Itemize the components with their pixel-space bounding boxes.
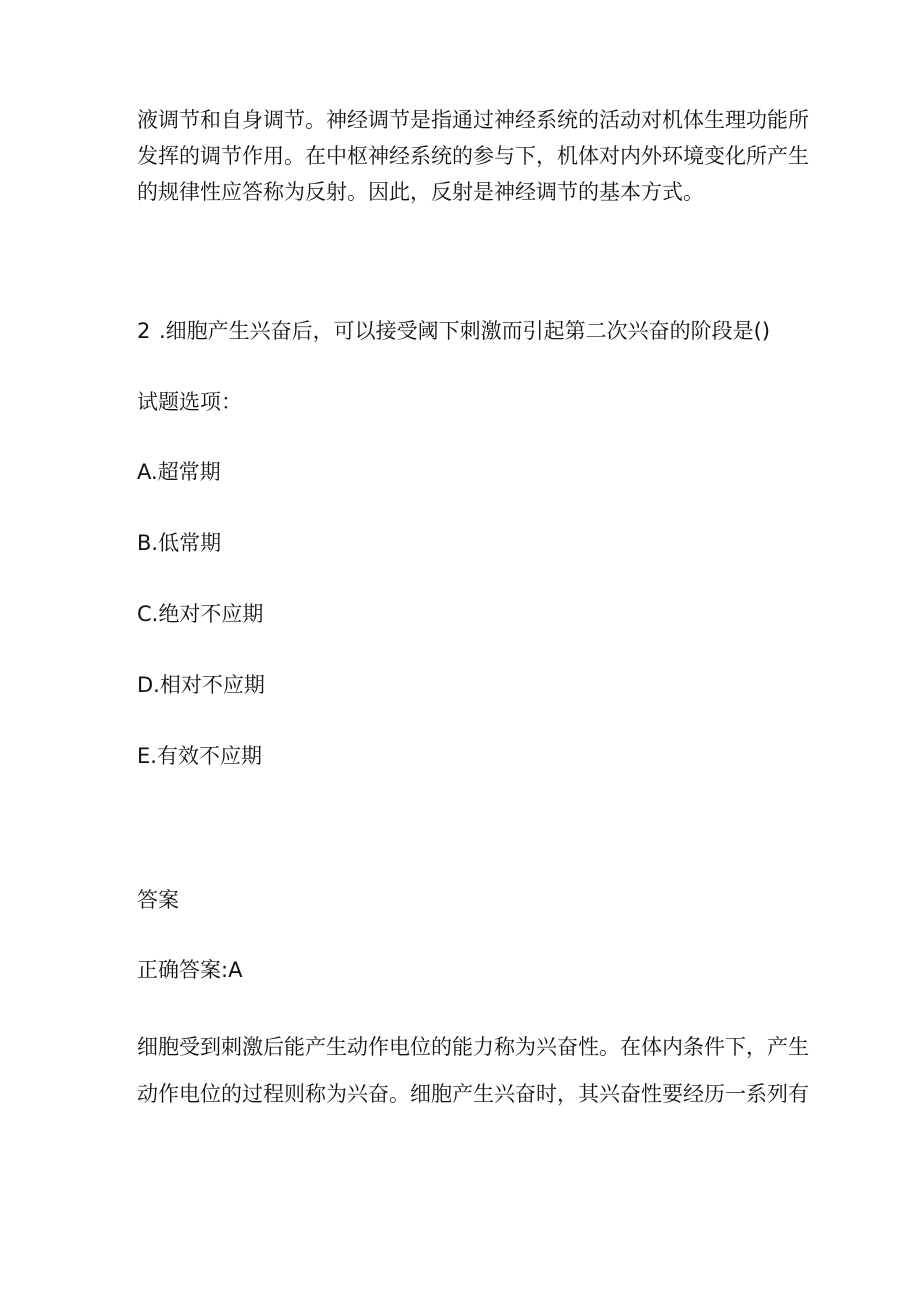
intro-line: 发挥的调节作用。在中枢神经系统的参与下，机体对内外环境变化所产生 (137, 144, 809, 168)
question-text: .细胞产生兴奋后，可以接受阈下刺激而引起第二次兴奋的阶段是() (159, 319, 771, 343)
option-e: E.有效不应期 (137, 744, 262, 768)
intro-line: 的规律性应答称为反射。因此，反射是神经调节的基本方式。 (137, 180, 704, 204)
option-d: D.相对不应期 (137, 673, 265, 697)
question-stem (137, 316, 770, 346)
option-b: B.低常期 (137, 531, 222, 555)
answer-heading: 答案 (137, 888, 179, 912)
explanation-line: 细胞受到刺激后能产生动作电位的能力称为兴奋性。在体内条件下，产生 (137, 1035, 809, 1059)
explanation-line: 动作电位的过程则称为兴奋。细胞产生兴奋时，其兴奋性要经历一系列有 (137, 1082, 809, 1106)
option-a: A.超常期 (137, 460, 221, 484)
options-label: 试题选项： (137, 390, 242, 414)
answer-explanation (137, 1024, 809, 1118)
option-c: C.绝对不应期 (137, 602, 264, 626)
intro-paragraph (137, 102, 809, 210)
intro-line: 液调节和自身调节。神经调节是指通过神经系统的活动对机体生理功能所 (137, 108, 809, 132)
question-number: 2 (137, 319, 151, 343)
correct-answer: 正确答案:A (137, 958, 243, 982)
